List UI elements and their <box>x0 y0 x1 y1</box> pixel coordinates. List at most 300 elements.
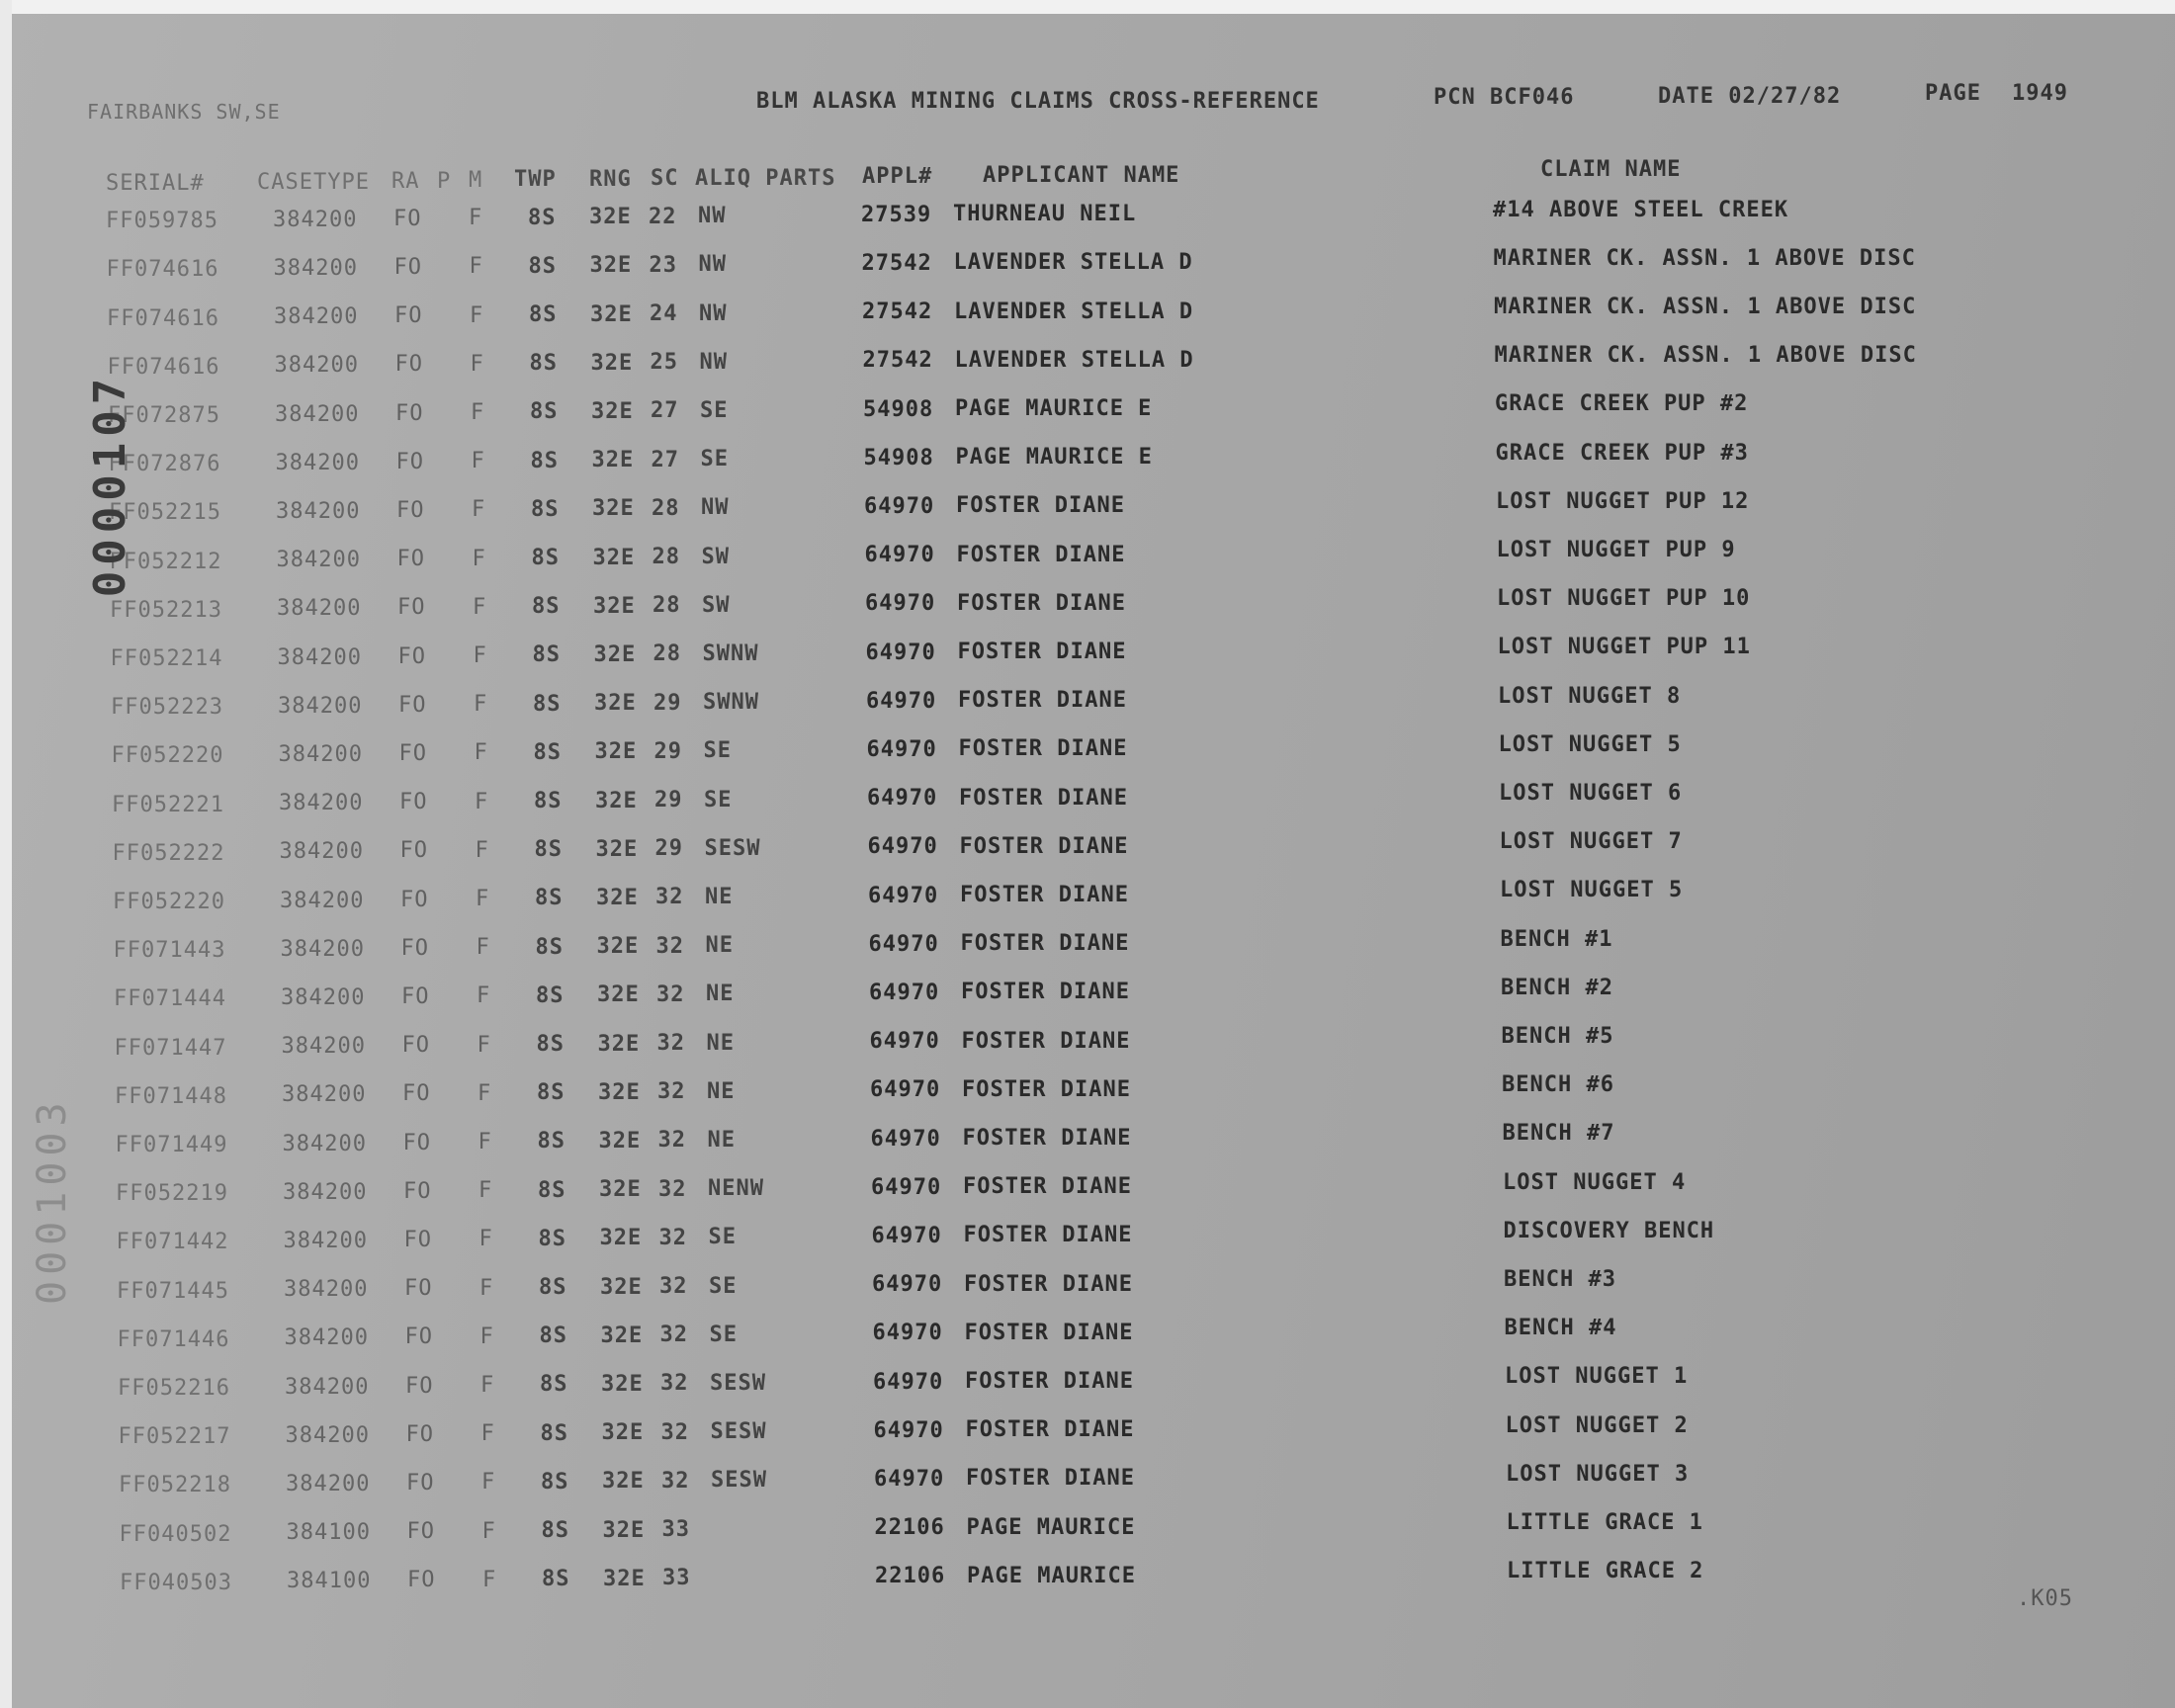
cell-name: FOSTER DIANE <box>963 1174 1132 1200</box>
cell-aliq: SWNW <box>702 641 759 667</box>
cell-rng: 32E <box>591 448 635 473</box>
cell-twp: 8S <box>528 205 557 230</box>
report-title: BLM ALASKA MINING CLAIMS CROSS-REFERENCE <box>756 89 1320 114</box>
cell-name: FOSTER DIANE <box>956 493 1125 519</box>
cell-claim: LOST NUGGET 5 <box>1498 731 1682 757</box>
cell-serial: FF071442 <box>116 1230 229 1255</box>
cell-twp: 8S <box>528 253 557 279</box>
cell-name: FOSTER DIANE <box>956 542 1126 567</box>
cell-serial: FF052215 <box>109 500 221 526</box>
cell-name: FOSTER DIANE <box>957 639 1127 664</box>
cell-sc: 32 <box>657 1128 686 1153</box>
cell-appl: 22106 <box>874 1515 945 1541</box>
cell-name: FOSTER DIANE <box>961 980 1130 1005</box>
cell-serial: FF040502 <box>119 1521 232 1547</box>
cell-appl: 27539 <box>861 202 932 227</box>
cell-m: F <box>471 449 485 474</box>
col-claim-name: CLAIM NAME <box>1540 157 1682 182</box>
cell-aliq: SESW <box>710 1419 767 1445</box>
cell-m: F <box>479 1275 494 1301</box>
cell-casetype: 384200 <box>273 255 358 281</box>
cell-casetype: 384200 <box>277 644 362 670</box>
page-label: PAGE <box>1925 81 1981 106</box>
cell-name: FOSTER DIANE <box>960 931 1130 957</box>
cell-appl: 27542 <box>862 299 933 325</box>
cell-aliq: SESW <box>704 835 761 861</box>
cell-twp: 8S <box>532 642 561 668</box>
cell-appl: 64970 <box>868 883 939 908</box>
cell-aliq: NW <box>698 204 727 229</box>
cell-rng: 32E <box>600 1323 644 1348</box>
cell-twp: 8S <box>535 934 564 960</box>
cell-rng: 32E <box>595 836 639 862</box>
cell-aliq: SE <box>700 447 729 472</box>
cell-casetype: 384200 <box>275 450 360 475</box>
cell-twp: 8S <box>537 1080 566 1106</box>
cell-appl: 64970 <box>869 1029 940 1055</box>
cell-appl: 27542 <box>861 251 932 277</box>
cell-casetype: 384100 <box>286 1520 371 1546</box>
cell-sc: 29 <box>654 836 683 862</box>
cell-rng: 32E <box>592 496 635 522</box>
cell-ra: FO <box>397 595 426 621</box>
cell-appl: 64970 <box>872 1321 943 1346</box>
cell-aliq: SE <box>703 738 732 764</box>
cell-name: FOSTER DIANE <box>966 1466 1135 1492</box>
cell-casetype: 384200 <box>276 548 361 573</box>
cell-twp: 8S <box>533 739 562 765</box>
cell-name: FOSTER DIANE <box>965 1417 1135 1443</box>
cell-name: LAVENDER STELLA D <box>954 299 1194 324</box>
cell-sc: 32 <box>657 1079 686 1105</box>
cell-ra: FO <box>407 1568 436 1593</box>
cell-aliq: SE <box>700 398 729 424</box>
col-serial: SERIAL# <box>106 171 205 196</box>
cell-aliq: NE <box>706 982 735 1007</box>
cell-claim: MARINER CK. ASSN. 1 ABOVE DISC <box>1494 295 1917 320</box>
col-sc: SC <box>651 166 679 191</box>
cell-m: F <box>478 1080 492 1106</box>
cell-ra: FO <box>393 254 422 280</box>
cell-aliq: SESW <box>711 1468 767 1494</box>
cell-sc: 25 <box>650 350 678 376</box>
cell-casetype: 384200 <box>278 693 363 719</box>
cell-appl: 64970 <box>873 1417 944 1443</box>
cell-appl: 22106 <box>875 1564 946 1589</box>
cell-casetype: 384200 <box>274 304 359 330</box>
cell-twp: 8S <box>542 1567 570 1592</box>
cell-aliq: SE <box>709 1273 738 1299</box>
cell-claim: LOST NUGGET PUP 9 <box>1496 538 1736 563</box>
report-date: DATE 02/27/82 <box>1658 84 1842 109</box>
cell-ra: FO <box>403 1227 432 1252</box>
cell-appl: 64970 <box>869 981 940 1006</box>
cell-m: F <box>475 837 489 863</box>
cell-ra: FO <box>396 497 425 523</box>
cell-claim: BENCH #2 <box>1501 975 1613 1000</box>
cell-appl: 64970 <box>865 640 936 665</box>
cell-appl: 64970 <box>873 1369 944 1395</box>
cell-sc: 32 <box>659 1323 688 1348</box>
cell-aliq: NW <box>701 495 730 521</box>
cell-casetype: 384200 <box>282 1082 367 1108</box>
cell-claim: GRACE CREEK PUP #3 <box>1495 440 1749 466</box>
cell-m: F <box>474 692 488 718</box>
cell-ra: FO <box>406 1519 435 1545</box>
cell-serial: FF071449 <box>115 1132 228 1157</box>
cell-name: FOSTER DIANE <box>957 590 1126 616</box>
cell-sc: 29 <box>654 788 683 813</box>
cell-twp: 8S <box>537 1129 566 1154</box>
cell-rng: 32E <box>590 301 633 327</box>
cell-twp: 8S <box>539 1324 567 1349</box>
cell-rng: 32E <box>594 691 637 717</box>
cell-ra: FO <box>406 1470 435 1495</box>
cell-claim: BENCH #1 <box>1500 926 1613 952</box>
cell-aliq: SE <box>709 1322 738 1347</box>
cell-aliq: SE <box>708 1225 737 1250</box>
col-m: M <box>469 168 483 193</box>
cell-claim: DISCOVERY BENCH <box>1503 1218 1715 1243</box>
cell-twp: 8S <box>541 1469 569 1494</box>
cell-appl: 64970 <box>870 1126 941 1152</box>
cell-sc: 22 <box>649 204 677 229</box>
cell-serial: FF052220 <box>111 743 224 769</box>
cell-appl: 27542 <box>862 348 933 374</box>
cell-m: F <box>477 983 491 1009</box>
cell-rng: 32E <box>599 1177 642 1203</box>
cell-claim: LOST NUGGET 5 <box>1500 878 1684 903</box>
cell-aliq: NE <box>705 885 734 910</box>
cell-rng: 32E <box>596 934 640 960</box>
cell-name: LAVENDER STELLA D <box>953 250 1193 276</box>
cell-appl: 64970 <box>865 591 936 617</box>
cell-twp: 8S <box>536 1032 565 1058</box>
cell-casetype: 384200 <box>280 936 365 962</box>
cell-claim: LITTLE GRACE 1 <box>1506 1510 1703 1536</box>
cell-aliq: NW <box>698 252 727 278</box>
cell-claim: BENCH #6 <box>1502 1072 1614 1098</box>
cell-casetype: 384200 <box>275 401 360 427</box>
cell-name: FOSTER DIANE <box>958 688 1127 714</box>
col-appl: APPL# <box>862 164 933 189</box>
cell-ra: FO <box>402 1081 431 1107</box>
cell-appl: 64970 <box>866 688 937 714</box>
cell-serial: FF052221 <box>112 792 224 817</box>
cell-m: F <box>471 399 485 425</box>
cell-claim: BENCH #5 <box>1501 1024 1614 1050</box>
cell-claim: LOST NUGGET PUP 10 <box>1497 586 1751 612</box>
cell-twp: 8S <box>535 886 564 911</box>
cell-casetype: 384200 <box>277 596 362 622</box>
page-number: 1949 <box>2012 81 2068 106</box>
cell-name: PAGE MAURICE <box>967 1563 1136 1588</box>
cell-m: F <box>481 1470 496 1495</box>
cell-rng: 32E <box>597 982 640 1008</box>
cell-name: FOSTER DIANE <box>958 736 1128 762</box>
cell-sc: 32 <box>658 1176 687 1202</box>
cell-appl: 54908 <box>863 396 934 422</box>
cell-ra: FO <box>394 352 423 378</box>
cell-name: FOSTER DIANE <box>961 1028 1131 1054</box>
cell-aliq: NE <box>707 1128 736 1153</box>
cell-claim: BENCH #7 <box>1502 1121 1615 1147</box>
cell-serial: FF071447 <box>114 1035 227 1061</box>
cell-casetype: 384200 <box>286 1471 371 1496</box>
cell-rng: 32E <box>600 1274 643 1300</box>
cell-m: F <box>482 1567 497 1592</box>
cell-serial: FF052216 <box>118 1375 230 1401</box>
cell-m: F <box>472 546 486 571</box>
cell-twp: 8S <box>531 546 560 571</box>
cell-aliq: SWNW <box>703 690 759 716</box>
cell-sc: 32 <box>661 1468 690 1494</box>
cell-name: PAGE MAURICE E <box>955 395 1153 421</box>
cell-twp: 8S <box>541 1518 569 1544</box>
cell-m: F <box>480 1372 495 1398</box>
cell-twp: 8S <box>534 837 563 863</box>
cell-name: FOSTER DIANE <box>963 1223 1133 1248</box>
cell-casetype: 384200 <box>282 1131 367 1156</box>
cell-casetype: 384200 <box>285 1422 370 1448</box>
cell-sc: 27 <box>651 447 679 472</box>
cell-rng: 32E <box>591 398 634 424</box>
cell-twp: 8S <box>531 496 560 522</box>
cell-claim: LOST NUGGET 3 <box>1506 1461 1690 1487</box>
cell-serial: FF074616 <box>107 305 219 331</box>
cell-serial: FF071444 <box>114 986 226 1012</box>
cell-casetype: 384200 <box>284 1277 369 1303</box>
cell-appl: 54908 <box>863 445 934 470</box>
cell-casetype: 384200 <box>283 1179 368 1205</box>
cell-twp: 8S <box>539 1275 567 1301</box>
cell-aliq: SW <box>701 544 730 569</box>
cell-casetype: 384200 <box>279 791 364 816</box>
col-applicant-name: APPLICANT NAME <box>983 163 1180 188</box>
cell-name: FOSTER DIANE <box>960 882 1129 907</box>
cell-claim: LOST NUGGET 6 <box>1499 781 1683 807</box>
cell-casetype: 384100 <box>287 1569 372 1594</box>
cell-rng: 32E <box>598 1128 642 1153</box>
cell-appl: 64970 <box>874 1467 945 1493</box>
cell-claim: LOST NUGGET 1 <box>1505 1364 1689 1390</box>
cell-twp: 8S <box>534 789 563 814</box>
cell-sc: 27 <box>651 398 679 424</box>
cell-sc: 28 <box>652 641 681 667</box>
cell-m: F <box>469 206 483 231</box>
cell-sc: 29 <box>653 738 682 764</box>
col-twp: TWP <box>514 167 557 192</box>
cell-claim: MARINER CK. ASSN. 1 ABOVE DISC <box>1494 343 1917 369</box>
cell-serial: FF052219 <box>116 1181 228 1207</box>
cell-rng: 32E <box>599 1226 643 1251</box>
cell-casetype: 384200 <box>276 498 361 524</box>
cell-ra: FO <box>400 887 429 912</box>
cell-ra: FO <box>401 983 430 1009</box>
cell-aliq: SESW <box>710 1371 766 1397</box>
cell-aliq: NE <box>707 1078 736 1104</box>
cell-serial: FF072875 <box>108 402 220 428</box>
cell-ra: FO <box>394 303 423 329</box>
cell-ra: FO <box>401 1033 430 1059</box>
cell-name: LAVENDER STELLA D <box>954 347 1194 373</box>
cell-appl: 64970 <box>868 931 939 957</box>
cell-rng: 32E <box>593 593 636 619</box>
cell-m: F <box>478 1227 493 1252</box>
cell-sc: 28 <box>652 593 681 619</box>
cell-twp: 8S <box>532 594 561 620</box>
cell-serial: FF052222 <box>112 840 225 866</box>
cell-name: FOSTER DIANE <box>962 1076 1131 1102</box>
cell-m: F <box>473 594 487 620</box>
cell-rng: 32E <box>593 641 637 667</box>
cell-m: F <box>469 254 483 280</box>
cell-serial: FF071445 <box>117 1278 229 1304</box>
cell-sc: 32 <box>660 1419 689 1445</box>
cell-casetype: 384200 <box>278 741 363 767</box>
cell-sc: 33 <box>661 1517 690 1543</box>
col-p: P <box>437 169 452 194</box>
side-mark-stamp: 0001003 <box>30 1096 75 1305</box>
footer-code: .K05 <box>2017 1586 2073 1611</box>
cell-sc: 32 <box>659 1274 688 1300</box>
cell-twp: 8S <box>529 302 558 328</box>
cell-claim: MARINER CK. ASSN. 1 ABOVE DISC <box>1493 245 1916 271</box>
cell-twp: 8S <box>530 448 559 473</box>
cell-ra: FO <box>399 790 428 815</box>
cell-casetype: 384200 <box>281 1034 366 1060</box>
cell-serial: FF059785 <box>106 209 218 234</box>
cell-twp: 8S <box>530 399 559 425</box>
cell-aliq: SE <box>704 787 733 812</box>
cell-serial: FF071446 <box>117 1326 230 1352</box>
cell-appl: 64970 <box>867 786 938 811</box>
cell-sc: 33 <box>662 1566 691 1591</box>
cell-sc: 28 <box>652 495 680 521</box>
cell-sc: 32 <box>656 1031 685 1057</box>
scan-top-border <box>0 0 2175 14</box>
cell-casetype: 384200 <box>283 1228 368 1253</box>
cell-appl: 64970 <box>864 543 935 568</box>
cell-claim: LOST NUGGET 7 <box>1499 829 1683 855</box>
cell-casetype: 384200 <box>285 1374 370 1400</box>
cell-casetype: 384200 <box>279 839 364 865</box>
cell-rng: 32E <box>602 1517 646 1543</box>
cell-appl: 64970 <box>867 834 938 860</box>
cell-m: F <box>475 789 489 814</box>
cell-sc: 32 <box>655 885 684 910</box>
cell-claim: LOST NUGGET PUP 12 <box>1496 488 1750 514</box>
cell-sc: 32 <box>658 1225 687 1250</box>
cell-ra: FO <box>400 935 429 961</box>
col-casetype: CASETYPE <box>257 170 370 195</box>
cell-twp: 8S <box>536 982 565 1008</box>
cell-twp: 8S <box>538 1226 566 1251</box>
cell-ra: FO <box>405 1373 434 1399</box>
cell-serial: FF052223 <box>111 695 223 721</box>
cell-claim: LOST NUGGET 4 <box>1503 1169 1687 1195</box>
cell-name: FOSTER DIANE <box>964 1271 1133 1297</box>
cell-twp: 8S <box>533 691 562 717</box>
cell-ra: FO <box>395 449 424 474</box>
cell-casetype: 384200 <box>274 353 359 379</box>
cell-aliq: NE <box>705 933 734 959</box>
cell-sc: 23 <box>649 252 677 278</box>
cell-ra: FO <box>402 1130 431 1155</box>
pcn-label: PCN BCF046 <box>1434 85 1575 110</box>
cell-m: F <box>481 1518 496 1544</box>
cell-m: F <box>472 497 486 523</box>
cell-serial: FF040503 <box>120 1570 232 1595</box>
cell-ra: FO <box>404 1276 433 1302</box>
cell-ra: FO <box>398 692 427 718</box>
cell-casetype: 384200 <box>284 1325 369 1351</box>
cell-name: FOSTER DIANE <box>959 833 1129 859</box>
cell-appl: 64970 <box>871 1174 942 1200</box>
cell-ra: FO <box>393 206 422 231</box>
cell-appl: 64970 <box>866 737 937 763</box>
cell-m: F <box>470 351 484 377</box>
cell-name: FOSTER DIANE <box>964 1320 1134 1345</box>
cell-claim: LOST NUGGET 2 <box>1505 1412 1689 1438</box>
cell-name: FOSTER DIANE <box>959 785 1128 811</box>
cell-appl: 64970 <box>870 1077 941 1103</box>
cell-rng: 32E <box>602 1469 645 1494</box>
cell-twp: 8S <box>540 1420 568 1446</box>
cell-appl: 64970 <box>864 494 935 520</box>
cell-claim: LOST NUGGET 8 <box>1498 683 1682 709</box>
cell-rng: 32E <box>589 253 633 279</box>
cell-rng: 32E <box>597 1031 641 1057</box>
cell-rng: 32E <box>601 1371 644 1397</box>
cell-appl: 64970 <box>872 1272 943 1298</box>
cell-name: PAGE MAURICE E <box>955 445 1153 470</box>
cell-serial: FF074616 <box>107 354 220 380</box>
col-aliq: ALIQ PARTS <box>695 166 836 191</box>
cell-aliq: NENW <box>708 1176 764 1202</box>
cell-claim: BENCH #3 <box>1504 1267 1616 1293</box>
cell-sc: 32 <box>656 982 685 1007</box>
cell-aliq: NE <box>706 1030 735 1056</box>
cell-rng: 32E <box>603 1566 646 1591</box>
cell-rng: 32E <box>601 1420 645 1446</box>
cell-casetype: 384200 <box>280 888 365 913</box>
cell-claim: LITTLE GRACE 2 <box>1507 1559 1704 1584</box>
cell-twp: 8S <box>540 1372 568 1398</box>
cell-serial: FF071448 <box>115 1083 227 1109</box>
cell-serial: FF052212 <box>109 549 222 574</box>
cell-serial: FF052220 <box>113 889 225 914</box>
cell-name: THURNEAU NEIL <box>953 202 1137 227</box>
cell-m: F <box>476 886 490 911</box>
region-label: FAIRBANKS SW,SE <box>87 100 281 124</box>
cell-ra: FO <box>397 643 426 669</box>
cell-ra: FO <box>395 400 424 426</box>
cell-serial: FF052218 <box>119 1473 231 1498</box>
cell-casetype: 384200 <box>281 984 366 1010</box>
cell-claim: GRACE CREEK PUP #2 <box>1495 391 1749 417</box>
cell-rng: 32E <box>596 885 639 910</box>
cell-sc: 32 <box>660 1371 689 1397</box>
cell-serial: FF052214 <box>110 645 223 671</box>
cell-ra: FO <box>398 740 427 766</box>
cell-m: F <box>478 1178 493 1204</box>
col-rng: RNG <box>589 167 632 192</box>
cell-serial: FF071443 <box>113 938 226 964</box>
cell-casetype: 384200 <box>273 207 358 232</box>
cell-serial: FF074616 <box>106 257 219 283</box>
cell-m: F <box>477 1032 491 1058</box>
